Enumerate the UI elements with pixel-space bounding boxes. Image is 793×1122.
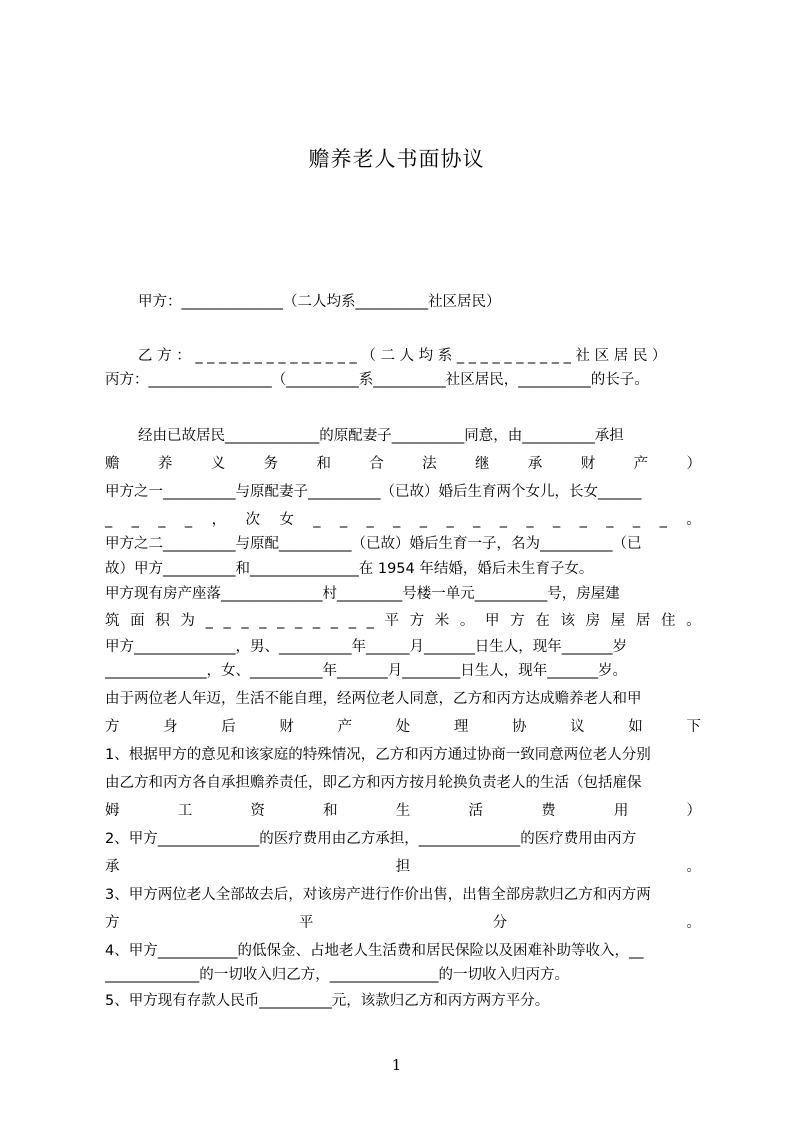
body-line: 赡 养 义 务 和 合 法 继 承 财 产 ） <box>105 456 701 472</box>
body-line: 方 身 后 财 产 处 理 协 议 如 下 <box>105 719 701 735</box>
body-line: 2、甲方______________的医疗费用由乙方承担，______________的医疗费用由丙方 <box>105 831 637 847</box>
body-line: 丙方：_________________（__________系__________社区居民，__________的长子。 <box>105 372 649 388</box>
body-line: 甲方之一__________与原配妻子__________（已故）婚后生育两个女儿，长女______ <box>105 484 642 500</box>
body-line: 筑 面 积 为 _ _ _ _ _ _ _ _ _ _ 平 方 米 。 甲 方 在 该 房 屋 居 住 。 <box>105 613 701 629</box>
body-line: 故）甲方__________和_______________在 1954 年结婚，婚后未生育子女。 <box>105 561 594 577</box>
body-line: 承 担 。 <box>105 859 701 875</box>
body-line: 甲方之二__________与原配__________（已故）婚后生育一子，名为__________（已 <box>105 536 642 552</box>
body-line: 方 平 分 。 <box>105 915 701 931</box>
body-line: 3、甲方两位老人全部故去后，对该房产进行作价出售，出售全部房款归乙方和丙方两 <box>105 887 651 903</box>
body-line: 甲方______________，男、__________年______月_______日生人，现年_______岁 <box>105 639 627 655</box>
body-line: 由乙方和丙方各自承担赡养责任，即乙方和丙方按月轮换负责老人的生活（包括雇保 <box>105 775 642 791</box>
page-number: 1 <box>391 1056 402 1074</box>
body-line: 4、甲方___________的低保金、占地老人生活费和居民保险以及困难补助等收入，__ <box>105 943 644 959</box>
body-line: 姆 工 资 和 生 活 费 用 ） <box>105 803 701 819</box>
body-line: _____________的一切收入归乙方，_______________的一切收入归丙方。 <box>105 967 569 983</box>
body-line: 5、甲方现有存款人民币__________元，该款归乙方和丙方两方平分。 <box>105 993 550 1009</box>
body-line: 经由已故居民_____________的原配妻子__________同意，由__________承担 <box>138 428 624 444</box>
body-line: 甲方现有房产座落______________村_________号楼一单元__________号，房屋建 <box>105 586 620 602</box>
body-line: 1、根据甲方的意见和该家庭的特殊情况，乙方和丙方通过协商一致同意两位老人分别 <box>105 747 651 763</box>
body-line: _ _ _ _ ， 次 女 _ _ _ _ _ _ _ _ _ _ _ _ _ _ 。 <box>105 512 701 528</box>
body-line: 乙 方 ： _ _ _ _ _ _ _ _ _ _ _ _ _ _ （ 二 人 均 系 _ _ _ _ _ _ _ _ _ _ 社 区 居 民 ） <box>138 348 667 364</box>
document-title: 赡养老人书面协议 <box>308 147 485 171</box>
body-line: ______________，女、__________年_______月________日生人，现年_______岁。 <box>105 663 627 679</box>
body-line: 甲方：______________（二人均系__________社区居民） <box>138 294 501 310</box>
body-line: 由于两位老人年迈，生活不能自理，经两位老人同意，乙方和丙方达成赡养老人和甲 <box>105 691 642 707</box>
